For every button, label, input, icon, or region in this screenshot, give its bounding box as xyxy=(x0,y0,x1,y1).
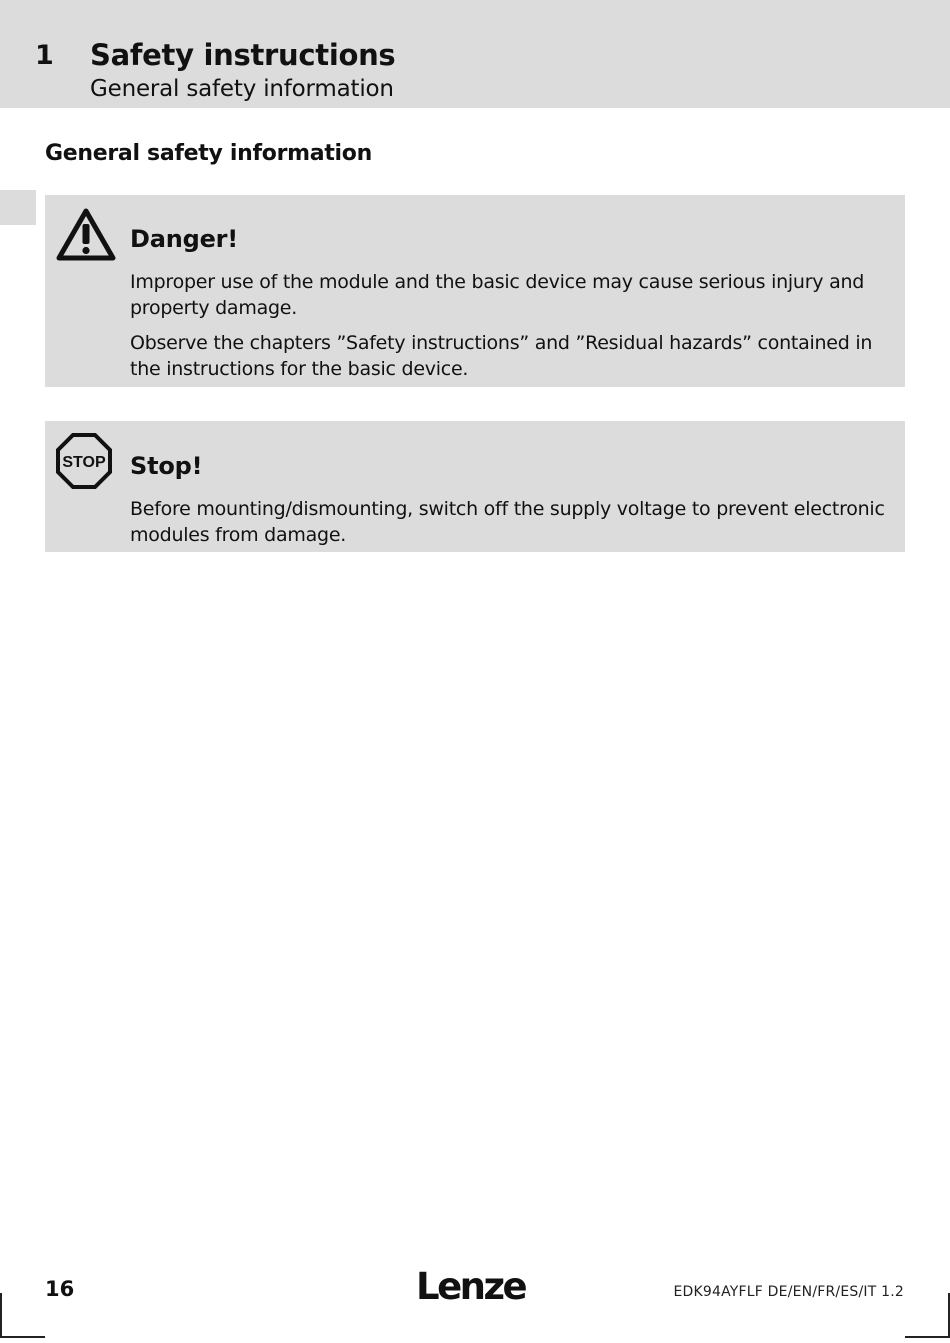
section-heading: General safety information xyxy=(45,141,372,166)
chapter-title: Safety instructions xyxy=(90,38,396,72)
crop-mark-right-horizontal xyxy=(905,1336,950,1338)
danger-text-1: Improper use of the module and the basic device may cause serious injury and property damage. xyxy=(130,271,865,319)
stop-note xyxy=(45,421,905,552)
stop-sign-label: STOP xyxy=(62,454,106,471)
chapter-number: 1 xyxy=(35,40,54,71)
stop-sign-icon xyxy=(55,432,113,494)
brand-logo: Lenze xyxy=(416,1265,526,1308)
stop-text-1: Before mounting/dismounting, switch off the supply voltage to prevent electronic modules from damage. xyxy=(130,498,885,546)
warning-triangle-icon xyxy=(55,206,117,268)
chapter-subtitle: General safety information xyxy=(90,76,394,102)
page-number: 16 xyxy=(45,1277,75,1301)
chapter-header xyxy=(0,0,950,108)
stop-title: Stop! xyxy=(130,452,203,480)
danger-note xyxy=(45,195,905,387)
document-code: EDK94AYFLF DE/EN/FR/ES/IT 1.2 xyxy=(673,1284,904,1300)
chapter-side-tab xyxy=(0,190,36,225)
crop-mark-left-horizontal xyxy=(0,1336,45,1338)
danger-title: Danger! xyxy=(130,225,239,253)
crop-mark-left-vertical xyxy=(0,1293,2,1338)
danger-text-2: Observe the chapters ”Safety instructions” and ”Residual hazards” contained in the instructions for the basic device. xyxy=(130,332,873,380)
